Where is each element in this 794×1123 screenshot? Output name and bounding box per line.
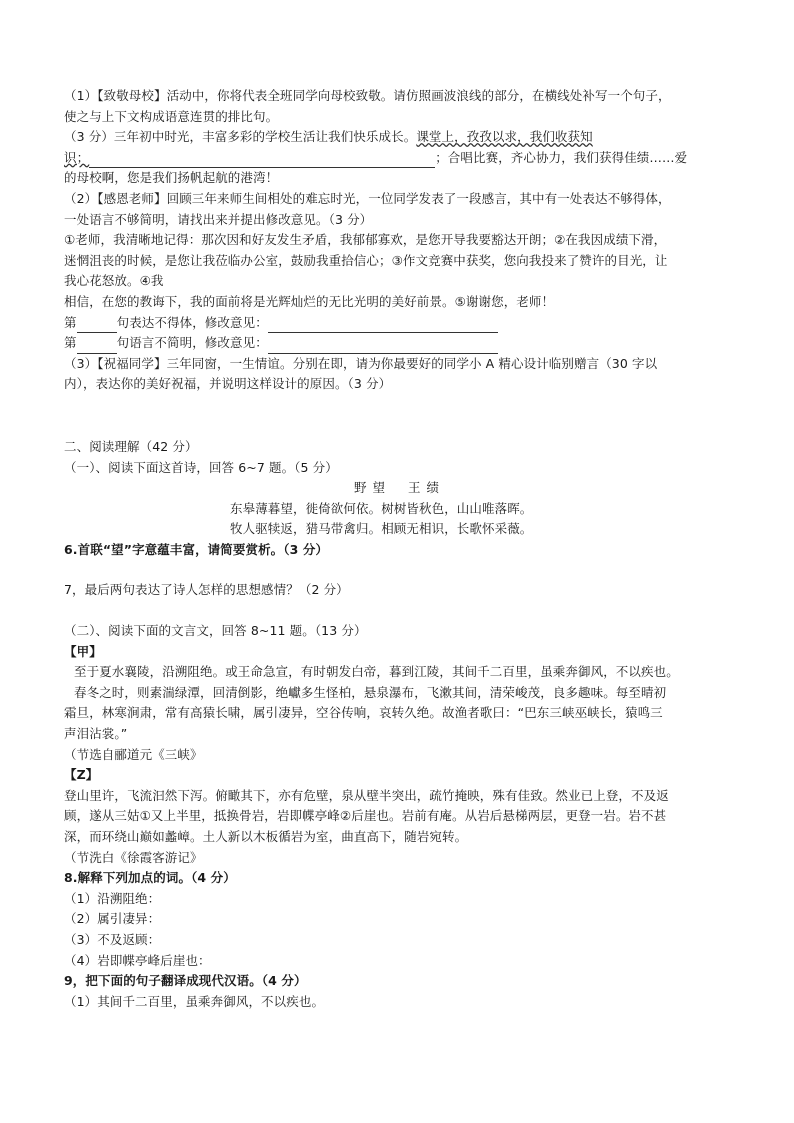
q2-ans1-prefix: 第 bbox=[64, 314, 77, 330]
poem-author: 王 绩 bbox=[407, 480, 440, 496]
poem-title: 野 望 bbox=[354, 480, 386, 496]
q2-line-3: ①老师，我清晰地记得：那次因和好友发生矛盾，我郁郁寡欢，是您开导我要豁达开朗；②在我因成绩下滑， bbox=[64, 232, 667, 248]
q2-ans2-prefix: 第 bbox=[64, 335, 77, 351]
question-8: 8.解释下列加点的词。（4 分） bbox=[64, 870, 236, 886]
q3-line-2: 内），表达你的美好祝福，并说明这样设计的原因。（3 分） bbox=[64, 376, 392, 392]
q2-ans2-label: 句语言不简明，修改意见： bbox=[116, 335, 268, 351]
q2-line-4: 迷惘沮丧的时候，是您让我莅临办公室，鼓励我重拾信心；③作文竞赛中获奖，您向我投来了赞许的目光，让 bbox=[64, 252, 668, 268]
part2-heading: （二）、阅读下面的文言文，回答 8~11 题。（13 分） bbox=[64, 623, 367, 639]
jia-label: 【甲】 bbox=[64, 643, 102, 659]
jia-line-2: 春冬之时，则素湍绿潭，回清倒影，绝巘多生怪柏，悬泉瀑布，飞漱其间，清荣峻茂，良多趣味。每至晴初 bbox=[74, 684, 667, 700]
question-9: 9，把下面的句子翻译成现代汉语。（4 分） bbox=[64, 973, 307, 989]
jia-line-3: 霜旦，林寒涧肃，常有高猿长啸，属引凄异，空谷传响，哀转久绝。故渔者歌曰：“巴东三峡巫峡长，猿鸣三 bbox=[64, 705, 663, 721]
yi-source: （节洗白《徐霞客游记》 bbox=[64, 849, 203, 865]
q8-item-2: （2）属引凄异： bbox=[64, 911, 161, 927]
q1-continuation: ；合唱比赛，齐心协力，我们获得佳绩……爱 bbox=[435, 149, 688, 165]
poem-line-2: 牧人驱犊返，猎马带禽归。相顾无相识，长歌怀采薇。 bbox=[230, 521, 533, 537]
q8-item-4: （4）岩即幉亭峰后崖也： bbox=[64, 952, 211, 968]
q2-line-1: （2）【感恩老师】回顾三年来师生间相处的难忘时光，一位同学发表了一段感言，其中有一处表达不够得体， bbox=[64, 190, 671, 206]
q2-ans1-label: 句表达不得体，修改意见： bbox=[116, 314, 268, 330]
q2-line-5: 我心花怒放。④我 bbox=[64, 273, 164, 289]
q9-item-1: （1）其间千二百里，虽乘奔御风，不以疾也。 bbox=[64, 993, 325, 1009]
q1-prompt: （3 分）三年初中时光，丰富多彩的学校生活让我们快乐成长。 bbox=[64, 129, 417, 145]
poem-title-line bbox=[64, 478, 736, 499]
yi-label: 【Z】 bbox=[64, 767, 99, 783]
yi-line-1: 登山里许，飞流汩然下泻。俯瞰其下，亦有危壁，泉从壁半突出，疏竹掩映，殊有佳致。然业已上登，不及返 bbox=[64, 787, 669, 803]
yi-line-2: 顾，遂从三姑①又上半里，抵换骨岩，岩即幉亭峰②后崖也。岩前有庵。从岩后悬梯两层，更登一岩。岩不甚 bbox=[64, 808, 667, 824]
q8-item-3: （3）不及返顾： bbox=[64, 931, 161, 947]
q1-wavy-example: 课堂上，孜孜以求，我们收获知 bbox=[416, 129, 593, 145]
jia-line-4: 声泪沾裳。” bbox=[64, 726, 128, 742]
q2-ans2-number-blank[interactable] bbox=[77, 339, 117, 354]
jia-line-1: 至于夏水襄陵，沿溯阻绝。或王命急宣，有时朝发白帝，暮到江陵，其间千二百里，虽乘奔御风，不以疾也。 bbox=[74, 664, 679, 680]
q1-line-5: 的母校啊，您是我们扬帆起航的港湾！ bbox=[64, 170, 279, 186]
question-6: 6.首联“望”字意蕴丰富，请简要赏析。（3 分） bbox=[64, 541, 329, 557]
q2-line-2: 一处语言不够简明，请找出来并提出修改意见。（3 分） bbox=[64, 211, 373, 227]
q2-ans2-suggestion-blank[interactable] bbox=[268, 339, 498, 354]
q2-ans1-suggestion-blank[interactable] bbox=[268, 318, 498, 333]
q2-ans1-number-blank[interactable] bbox=[77, 318, 117, 333]
q1-line-3 bbox=[64, 127, 736, 148]
q1-line-2: 使之与上下文构成语意连贯的排比句。 bbox=[64, 108, 279, 124]
jia-source: （节选自郦道元《三峡》 bbox=[64, 746, 203, 762]
q1-line-4 bbox=[64, 148, 736, 169]
q2-line-6: 相信，在您的教诲下，我的面前将是光辉灿烂的无比光明的美好前景。⑤谢谢您，老师！ bbox=[64, 293, 555, 309]
poem-line-1: 东皋薄暮望，徙倚欲何依。树树皆秋色，山山唯落晖。 bbox=[230, 500, 533, 516]
part1-heading: （一）、阅读下面这首诗，回答 6~7 题。（5 分） bbox=[64, 459, 338, 475]
q2-answer-1 bbox=[64, 313, 736, 334]
q1-answer-blank[interactable] bbox=[89, 153, 435, 168]
question-7: 7，最后两句表达了诗人怎样的思想感情？（2 分） bbox=[64, 582, 349, 598]
q2-answer-2 bbox=[64, 333, 736, 354]
q1-line-1: （1）【致敬母校】活动中，你将代表全班同学向母校致敬。请仿照画波浪线的部分，在横线处补写一个句子， bbox=[64, 88, 671, 103]
yi-line-3: 深，而环绕山巅如蠡嶂。土人新以木板循岩为室，曲直高下，随岩宛转。 bbox=[64, 829, 468, 844]
section-heading: 二、阅读理解（42 分） bbox=[64, 438, 198, 454]
q8-item-1: （1）沿溯阻绝： bbox=[64, 890, 161, 906]
q3-line-1: （3）【祝福同学】三年同窗，一生情谊。分别在即，请为你最要好的同学小 A 精心设计临别赠言（30 字以 bbox=[64, 355, 658, 371]
q1-wavy-example-end: 识； bbox=[64, 149, 90, 165]
exam-page bbox=[64, 86, 736, 1012]
